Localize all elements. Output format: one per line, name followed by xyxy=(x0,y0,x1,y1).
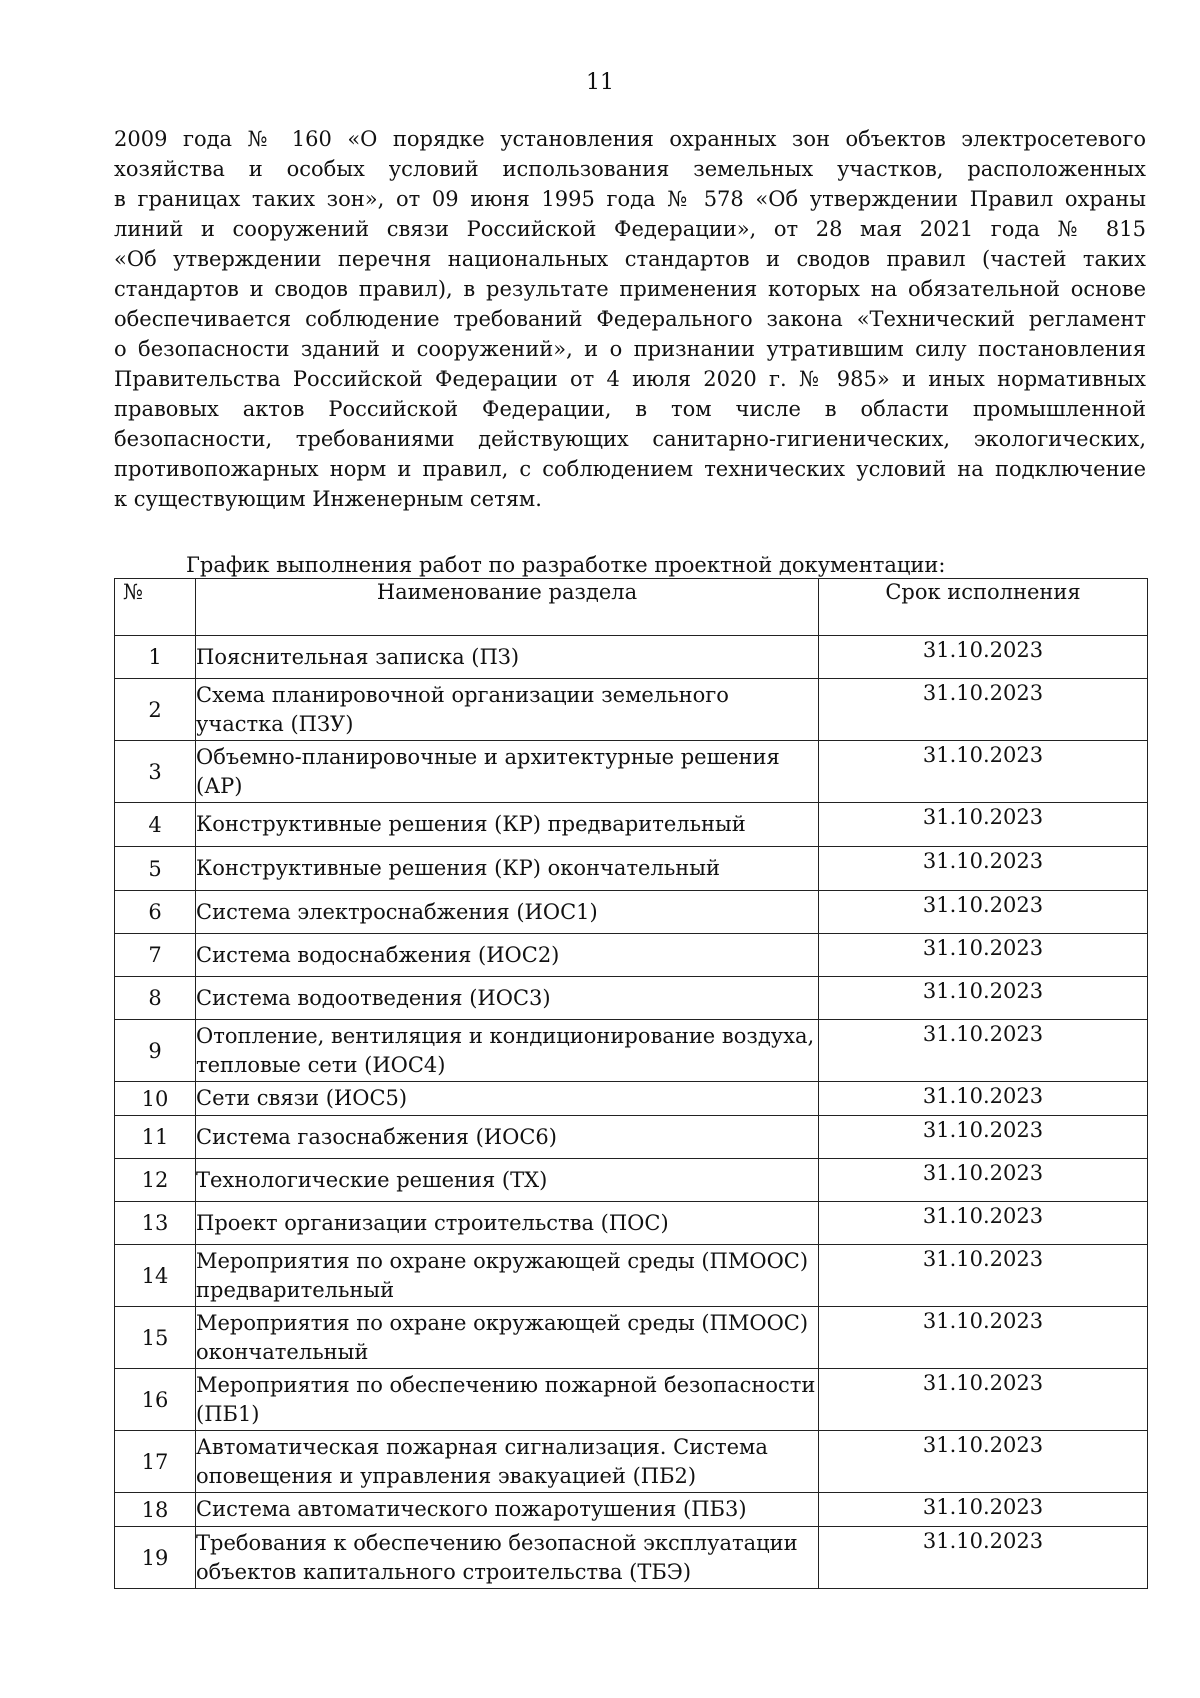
row-section-name: Автоматическая пожарная сигнализация. Система оповещения и управления эвакуацией (ПБ2) xyxy=(196,1431,819,1493)
row-number: 8 xyxy=(115,977,196,1020)
row-deadline: 31.10.2023 xyxy=(819,1245,1148,1307)
header-section-name: Наименование раздела xyxy=(196,579,819,636)
row-number: 6 xyxy=(115,891,196,934)
row-section-name: Технологические решения (ТХ) xyxy=(196,1159,819,1202)
table-header-row xyxy=(115,579,1148,636)
row-deadline: 31.10.2023 xyxy=(819,934,1148,977)
body-line: о безопасности зданий и сооружений», и о признании утратившим силу постановления xyxy=(114,337,1146,361)
row-deadline: 31.10.2023 xyxy=(819,1082,1148,1116)
table-row xyxy=(115,891,1148,934)
row-deadline: 31.10.2023 xyxy=(819,636,1148,679)
table-row xyxy=(115,977,1148,1020)
table-row xyxy=(115,1493,1148,1527)
row-deadline: 31.10.2023 xyxy=(819,1020,1148,1082)
body-line: противопожарных норм и правил, с соблюдением технических условий на подключение xyxy=(114,457,1146,481)
row-section-name: Система газоснабжения (ИОС6) xyxy=(196,1116,819,1159)
row-section-name: Система автоматического пожаротушения (ПБ3) xyxy=(196,1493,819,1527)
table-row xyxy=(115,1202,1148,1245)
row-number: 11 xyxy=(115,1116,196,1159)
row-deadline: 31.10.2023 xyxy=(819,1307,1148,1369)
body-paragraph xyxy=(114,124,1146,514)
body-line: в границах таких зон», от 09 июня 1995 года № 578 «Об утверждении Правил охраны xyxy=(114,187,1146,211)
table-row xyxy=(115,636,1148,679)
row-section-name: Проект организации строительства (ПОС) xyxy=(196,1202,819,1245)
row-section-name: Система электроснабжения (ИОС1) xyxy=(196,891,819,934)
body-line: линий и сооружений связи Российской Федерации», от 28 мая 2021 года № 815 xyxy=(114,217,1146,241)
row-section-name: Система водоотведения (ИОС3) xyxy=(196,977,819,1020)
row-deadline: 31.10.2023 xyxy=(819,803,1148,847)
row-number: 16 xyxy=(115,1369,196,1431)
row-section-name: Объемно-планировочные и архитектурные решения (АР) xyxy=(196,741,819,803)
table-row xyxy=(115,1020,1148,1082)
body-line: 2009 года № 160 «О порядке установления охранных зон объектов электросетевого xyxy=(114,127,1146,151)
table-row xyxy=(115,1116,1148,1159)
table-row xyxy=(115,679,1148,741)
row-number: 5 xyxy=(115,847,196,891)
row-deadline: 31.10.2023 xyxy=(819,1159,1148,1202)
row-number: 17 xyxy=(115,1431,196,1493)
row-deadline: 31.10.2023 xyxy=(819,1527,1148,1589)
table-row xyxy=(115,847,1148,891)
row-number: 1 xyxy=(115,636,196,679)
row-deadline: 31.10.2023 xyxy=(819,1116,1148,1159)
table-row xyxy=(115,803,1148,847)
row-section-name: Отопление, вентиляция и кондиционирование воздуха, тепловые сети (ИОС4) xyxy=(196,1020,819,1082)
row-section-name: Мероприятия по обеспечению пожарной безопасности (ПБ1) xyxy=(196,1369,819,1431)
row-number: 15 xyxy=(115,1307,196,1369)
body-line: правовых актов Российской Федерации, в том числе в области промышленной xyxy=(114,397,1146,421)
row-number: 19 xyxy=(115,1527,196,1589)
body-line: обеспечивается соблюдение требований Федерального закона «Технический регламент xyxy=(114,307,1146,331)
row-deadline: 31.10.2023 xyxy=(819,679,1148,741)
row-number: 10 xyxy=(115,1082,196,1116)
row-section-name: Сети связи (ИОС5) xyxy=(196,1082,819,1116)
row-number: 7 xyxy=(115,934,196,977)
row-deadline: 31.10.2023 xyxy=(819,741,1148,803)
table-row xyxy=(115,1245,1148,1307)
row-deadline: 31.10.2023 xyxy=(819,1202,1148,1245)
table-row xyxy=(115,1082,1148,1116)
row-deadline: 31.10.2023 xyxy=(819,1431,1148,1493)
row-deadline: 31.10.2023 xyxy=(819,1493,1148,1527)
row-section-name: Конструктивные решения (КР) окончательный xyxy=(196,847,819,891)
body-line: к существующим Инженерным сетям. xyxy=(114,487,542,511)
body-line: стандартов и сводов правил), в результате применения которых на обязательной основе xyxy=(114,277,1146,301)
row-number: 9 xyxy=(115,1020,196,1082)
row-number: 12 xyxy=(115,1159,196,1202)
row-number: 3 xyxy=(115,741,196,803)
row-section-name: Схема планировочной организации земельного участка (ПЗУ) xyxy=(196,679,819,741)
row-deadline: 31.10.2023 xyxy=(819,977,1148,1020)
table-row xyxy=(115,741,1148,803)
body-line: хозяйства и особых условий использования земельных участков, расположенных xyxy=(114,157,1146,181)
body-line: безопасности, требованиями действующих санитарно-гигиенических, экологических, xyxy=(114,427,1146,451)
page-number: 11 xyxy=(586,70,614,95)
row-section-name: Требования к обеспечению безопасной эксплуатации объектов капитального строительства (ТБЭ) xyxy=(196,1527,819,1589)
table-row xyxy=(115,934,1148,977)
row-number: 14 xyxy=(115,1245,196,1307)
header-number: № xyxy=(115,579,196,636)
row-number: 2 xyxy=(115,679,196,741)
row-number: 18 xyxy=(115,1493,196,1527)
body-line: Правительства Российской Федерации от 4 июля 2020 г. № 985» и иных нормативных xyxy=(114,367,1146,391)
schedule-table xyxy=(114,578,1148,1589)
table-row xyxy=(115,1369,1148,1431)
row-section-name: Конструктивные решения (КР) предварительный xyxy=(196,803,819,847)
table-caption: График выполнения работ по разработке проектной документации: xyxy=(186,553,946,577)
header-deadline: Срок исполнения xyxy=(819,579,1148,636)
row-deadline: 31.10.2023 xyxy=(819,847,1148,891)
body-line: «Об утверждении перечня национальных стандартов и сводов правил (частей таких xyxy=(114,247,1146,271)
table-row xyxy=(115,1527,1148,1589)
table-row xyxy=(115,1307,1148,1369)
row-section-name: Мероприятия по охране окружающей среды (ПМООС) предварительный xyxy=(196,1245,819,1307)
row-section-name: Пояснительная записка (ПЗ) xyxy=(196,636,819,679)
table-row xyxy=(115,1159,1148,1202)
row-number: 13 xyxy=(115,1202,196,1245)
table-row xyxy=(115,1431,1148,1493)
row-deadline: 31.10.2023 xyxy=(819,891,1148,934)
row-section-name: Мероприятия по охране окружающей среды (ПМООС) окончательный xyxy=(196,1307,819,1369)
row-deadline: 31.10.2023 xyxy=(819,1369,1148,1431)
row-section-name: Система водоснабжения (ИОС2) xyxy=(196,934,819,977)
row-number: 4 xyxy=(115,803,196,847)
